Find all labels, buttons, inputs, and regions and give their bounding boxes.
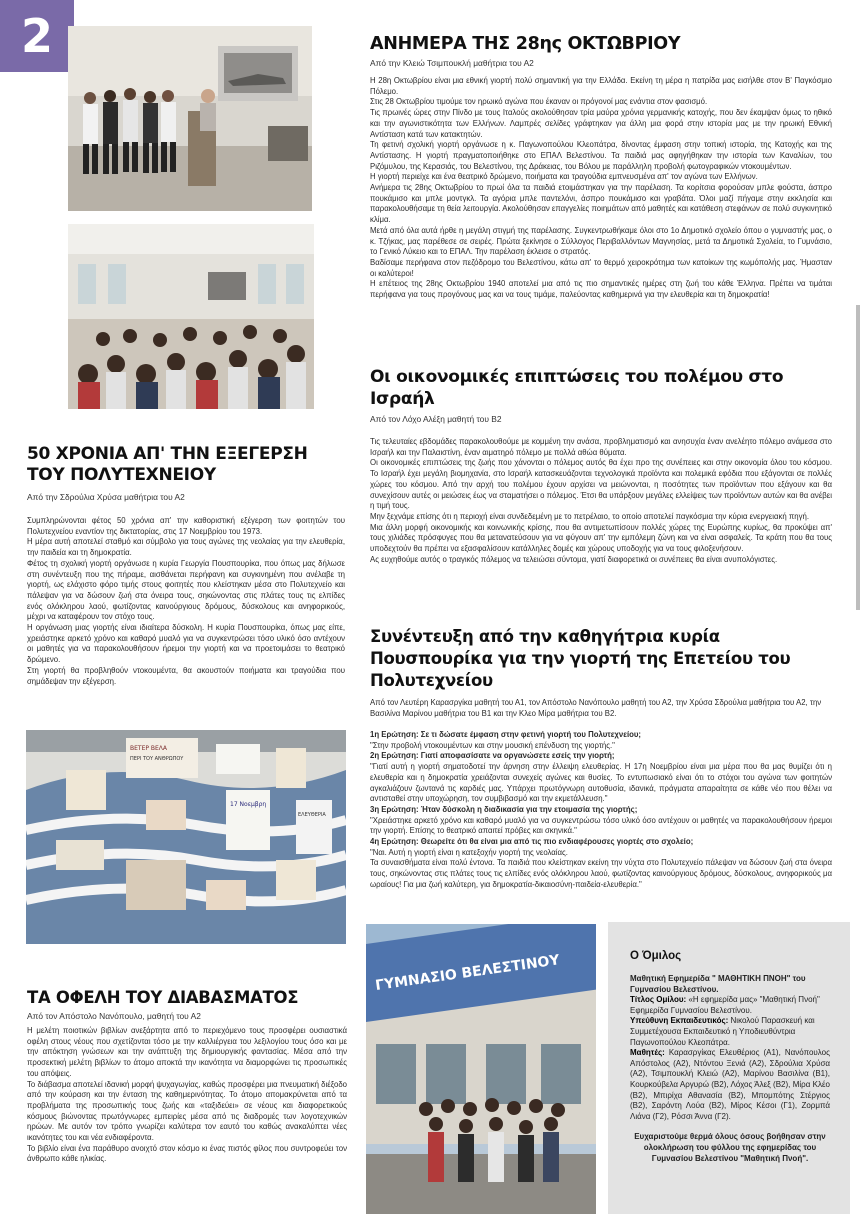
- paragraph: Μετά από όλα αυτά ήρθε η μεγάλη στιγμή της παρέλασης. Συγκεντρωθήκαμε όλοι στο 1ο Δημοτικό σχολείο όπου ο γυμναστής μας, ο κ. Τζήκας, μας παρέθεσε σε σειρές. Πρώτα ξεκίνησε ο Σύλλογος Περιβαλλόντων Μαγνησίας, μετά τα Δημοτικά Σχολεία, το Γυμνάσιο, το Γενικό Λύκειο και το ΕΠΑΛ. Την παρέλαση έκλεισε ο στρατός.: [370, 225, 832, 257]
- omilos-line: [630, 995, 830, 1016]
- title-line: Πολυτεχνείου: [370, 671, 493, 690]
- paragraph: Η 28η Οκτωβρίου είναι μια εθνική γιορτή πολύ σημαντική για την Ελλάδα. Εκείνη τη μέρα η πατρίδα μας εισήλθε στον Β' Παγκόσμιο Πόλεμο.: [370, 76, 832, 96]
- omilos-line-text: Καρασργίκας Ελευθέριος (Α1), Νανόπουλος Απόστολος (Α2), Ντόντου Ξενιά (Α2), Σδρούλια Χρύσα (Α2), Τσιμπουκλή Κλειώ (Α2), Μαρίνου Βασιλίνα (Β1), Κουρκούβελα Αργυρώ (Β2), Λόχος Άλεξ (Β2), Μίρα Κλέο (Β2), Μπιρίχα Αθανασία (Β2), Μπομπότης Στέργιος (Β2), Σαρόντη Λούα (Β2), Μίρος Κέσοι (Γ1), Ζορμπά Λιάνα (Γ2), Ρόσσι Άννα (Γ2).: [630, 1048, 830, 1121]
- omilos-line: [630, 1016, 830, 1048]
- answer: "Χρειάστηκε αρκετό χρόνο και καθαρό μυαλό για να συγκεντρώσω τόσο υλικό όσο αντέχουν οι μαθητές να παρακολουθήσουν ήρεμοι την γιορτή. Επίσης το θεατρικό απαιτεί πρόβες και σκηνικά.": [370, 815, 832, 836]
- paragraph: Στις 28 Οκτωβρίου τιμούμε τον ηρωικό αγώνα που έκαναν οι πρόγονοί μας ενάντια στον φασισμό.: [370, 97, 708, 107]
- scrollbar[interactable]: [856, 305, 860, 610]
- board-label: ΕΛΕΥΘΕΡΙΑ: [298, 812, 326, 818]
- article-poly-body: [27, 516, 345, 687]
- article-oxi-title: ΑΝΗΜΕΡΑ ΤΗΣ 28ης ΟΚΤΩΒΡΙΟΥ: [370, 34, 681, 54]
- answer: "Γιατί αυτή η γιορτή σηματοδοτεί την άρνηση στην έλλειψη ελευθερίας. Η 17η Νοεμβρίου είναι μια μέρα που θα μας θυμίζει ότι η ελευθερία και η δημοκρατία χρειάζονται συνεχείς αγώνες και θυσίες. Το εντυπωσιακό είναι ότι το στόχοι του αγώνα των φοιτητών αγκαλιάζουν ζωντανά τις καρδιές μας. Υπάρχει πρωτόγνωρη αυτοθυσία, ιδανικά, πράγματα απαραίτητα σε κάθε νέο που θέλει να αντισταθεί στην υποχώρηση, τον συμβιβασμό και την εκμετάλλευση.": [370, 762, 832, 804]
- article-israel-title: Οι οικονομικές επιπτώσεις του πολέμου στο Ισραήλ: [370, 367, 784, 409]
- paragraph: Η επέτειος της 28ης Οκτωβρίου 1940 αποτελεί μια από τις πιο σημαντικές ημέρες στη ζωή του κάθε Έλληνα. Πρέπει να τιμάται περήφανα για τους προγόνους μας και να τους τιμάμε, παλεύοντας καθημερινά για την ελευθερία και τη δημοκρατία!: [370, 279, 832, 300]
- photo-event-stage: [68, 26, 312, 211]
- school-sign: ΓΥΜΝΑΣΙΟ ΒΕΛΕΣΤΙΝΟΥ: [374, 952, 561, 994]
- omilos-line-text: Νικολού Παρασκευή και Συμμετέχουσα Εκπαιδευτικό η Υποδιευθύντρια Παγωνοπούλου Κλεοπάτρα.: [630, 1016, 815, 1047]
- paragraph: Η γιορτή περιείχε και ένα θεατρικό δρώμενο, ποιήματα και τραγούδια εμπνευσμένα απ' τον αγώνα των Ελλήνων.: [370, 172, 758, 182]
- photo-school-group-image: [366, 924, 596, 1214]
- article-oxi-body: [370, 76, 832, 301]
- title-line: Πουσπουρίκα για την γιορτή της Επετείου του: [370, 649, 791, 668]
- article-oxi-byline: Από την Κλειώ Τσιμπουκλή μαθήτρια του Α2: [370, 58, 534, 68]
- question: 4η Ερώτηση: Θεωρείτε ότι θα είναι μια από τις πιο ενδιαφέρουσες γιορτές στο σχολείο;: [370, 837, 694, 847]
- paragraph: Φέτος τη σχολική γιορτή οργάνωσε η κυρία Γεωργία Πουσπουρίκα, που όπως μας δήλωσε στη συνέντευξη που της πήραμε, αισθάνεται περήφανη και συγκινημένη που ανέλαβε τη γιορτή, ως ελάχιστο φόρο τιμής στους φοιτητές που κλείστηκαν μέσα στο Πολυτεχνείο και πάλεψαν για να δώσουν ζωή στα όνειρα τους, σηκώνοντας στις πλάτες τους τις ελπίδες ενός ολόκληρου λαού, φωτίζοντας καινούργιους δρόμους, δύσκολους και ανηφορικούς, μέχρι να καταφέρουν τον στόχο τους.: [27, 558, 345, 622]
- omilos-line-label: Υπεύθυνη Εκπαιδευτικός:: [630, 1016, 729, 1026]
- paragraph: Συμπληρώνονται φέτος 50 χρόνια απ' την καθοριστική εξέγερση των φοιτητών του Πολυτεχνείου εναντίον της δικτατορίας, στις 17 Νοεμβρίου του 1973.: [27, 516, 345, 536]
- question: 2η Ερώτηση: Γιατί αποφασίσατε να οργανώσετε εσείς την γιορτή;: [370, 751, 615, 761]
- omilos-thanks: Ευχαριστούμε θερμά όλους όσους βοήθησαν στην ολοκλήρωση του φύλλου της εφημερίδας του Γυμνασίου Βελεστίνου "Μαθητική Πνοή".: [634, 1132, 826, 1163]
- article-interview-body: [370, 730, 832, 891]
- paragraph: Ας ευχηθούμε αυτός ο τραγικός πόλεμος να τελειώσει σύντομα, γιατί διαφορετικά οι συνέπειες θα είναι ανυπολόγιστες.: [370, 554, 778, 564]
- title-line: ΤΟΥ ΠΟΛΥΤΕΧΝΕΙΟΥ: [27, 465, 216, 485]
- article-interview-title: [370, 626, 830, 692]
- question: 3η Ερώτηση: Ήταν δύσκολη η διαδικασία για την ετοιμασία της γιορτής;: [370, 804, 638, 814]
- omilos-line: [630, 1048, 830, 1122]
- photo-event-stage-image: [68, 26, 312, 211]
- paragraph: Τη φετινή σχολική γιορτή οργάνωσε η κ. Παγωνοπούλου Κλεοπάτρα, δίνοντας έμφαση στην τοπική ιστορία, της Κατοχής και της Αντίστασης. Η γιορτή πραγματοποιήθηκε στο ΕΠΑΛ Βελεστίνου. Τα παιδιά μας αφηγήθηκαν την ιστορία των Καναλίων, του Ριζόμυλου, της Κερασιάς, του Βελεστίνου, της Δράκειας, του Βόλου με παράλληλη προβολή φωτογραφικών ντοκουμέντων.: [370, 140, 832, 171]
- paragraph: Ανήμερα τις 28ης Οκτωβρίου το πρωί όλα τα παιδιά ετοιμάστηκαν για την παρέλαση. Τα κορίτσια φορούσαν μπλε φούστα, άσπρο πουκάμισο και μπλε μοντγκλ. Τα αγόρια μπλε παντελόνι, άσπρο πουκάμισο και γραβάτα. Όλοι μαζί πήγαμε στην εκκλησία και παρακολουθήσαμε τη θεία λειτουργία. Ακολούθησαν επαγγελίες ποιημάτων από μαθητές και κατάθεση στεφάνων σε πολύ συγκινητικό κλίμα.: [370, 183, 832, 225]
- photo-audience: [68, 224, 314, 409]
- paragraph: Βαδίσαμε περήφανα στον πεζόδρομο του Βελεστίνου, κάτω απ' το θερμό χειροκρότημα των κατοίκων της κωμόπολής μας. Ήμασταν οι καλύτεροι!: [370, 257, 832, 278]
- paragraph: Η οργάνωση μιας γιορτής είναι ιδιαίτερα δύσκολη. Η κυρία Πουσπουρίκα, όπως μας είπε, χρειάστηκε αρκετό χρόνο και καθαρό μυαλό για να συγκεντρώσει τόσο υλικό όσο αντέχουν οι μαθητές για να παρακολουθήσουν ήρεμοι την γιορτή και να προετοιμάσει το θεατρικό δρώμενο.: [27, 623, 345, 665]
- article-poly-title: [27, 444, 347, 486]
- omilos-line-text: «Η εφημερίδα μας» "Μαθητική Πνοή" Εφημερίδα Γυμνασίου Βελεστίνου.: [630, 995, 820, 1015]
- title-line: 50 ΧΡΟΝΙΑ ΑΠ' ΤΗΝ ΕΞΕΓΕΡΣΗ: [27, 444, 308, 464]
- board-label: ΒΕΤΕΡ ΒΕΛΑ: [130, 745, 168, 752]
- paragraph: Μην ξεχνάμε επίσης ότι η περιοχή είναι συνδεδεμένη με το πετρέλαιο, το οποίο αποτελεί παγκόσμια την κύρια ενεργειακή πηγή.: [370, 511, 810, 521]
- paragraph: Τις πρωινές ώρες στην Πίνδο με τους Ιταλούς ακολούθησαν τρία μαύρα χρόνια γερμανικής κατοχής, που δεν έκαμψαν όμως το ηθικό και την αγωνιστικότητα των Ελλήνων. Λαμπρές σελίδες γράφτηκαν για άλλη μια φορά στην ιστορία μας με την ηρωική Εθνική Αντίσταση κατά των κατακτητών.: [370, 108, 832, 139]
- omilos-box: [608, 922, 850, 1214]
- board-label: ΠΕΡΙ ΤΟΥ ΑΝΘΡΩΠΟΥ: [130, 756, 184, 762]
- photo-board: [26, 730, 346, 944]
- article-reading-title: ΤΑ ΟΦΕΛΗ ΤΟΥ ΔΙΑΒΑΣΜΑΤΟΣ: [27, 988, 299, 1007]
- paragraph: Το διάβασμα αποτελεί ιδανική μορφή ψυχαγωγίας, καθώς προσφέρει μια πνευματική διέξοδο από την κούραση και την ένταση της καθημερινότητας. Το άτομο απομακρύνεται από τα προβλήματα της προσωπικής τους ζωής και «ταξιδεύει» σε νέους και διαφορετικούς κόσμους βιώνοντας πρωτόγνωρες εμπειρίες μέσα από τις διαδρομές των λογοτεχνικών ηρώων. Με αυτόν τον τρόπο γνωρίζει καλύτερα τον εαυτό του καθώς ανακαλύπτει νέες ικανότητες του και νέα ενδιαφέροντα.: [27, 1079, 347, 1143]
- paragraph: Η μελέτη ποιοτικών βιβλίων ανεξάρτητα από το περιεχόμενο τους προσφέρει ουσιαστικά οφέλη στους νέους που σχετίζονται τόσο με την καλλιέργεια του λεξιλογίου τους όσο και με την απόκτηση γνώσεων και την ανάπτυξη της δημιουργικής φαντασίας. Μέσα από την προσεκτική μελέτη βιβλίων το άτομο αποκτά την ικανότητα να διαμορφώνει τις προσωπικές του απόψεις.: [27, 1026, 347, 1078]
- page-number: 2: [0, 0, 74, 72]
- article-reading-byline: Από τον Απόστολο Νανόπουλο, μαθητή του Α2: [27, 1011, 201, 1021]
- photo-school-group: [366, 924, 596, 1214]
- article-israel-body: [370, 437, 832, 565]
- omilos-line-label: Μαθητές:: [630, 1048, 665, 1058]
- omilos-line-label: Τίτλος Ομίλου:: [630, 995, 687, 1005]
- omilos-intro: Μαθητική Εφημερίδα " ΜΑΘΗΤΙΚΗ ΠΝΟΗ" του Γυμνασίου Βελεστίνου.: [630, 974, 806, 994]
- article-reading-body: [27, 1026, 347, 1165]
- photo-audience-image: [68, 224, 314, 409]
- photo-board-image: [26, 730, 346, 944]
- paragraph: Το βιβλίο είναι ένα παράθυρο ανοιχτό στον κόσμο κι ένας πιστός φίλος που συντροφεύει τον άνθρωπο κάθε ηλικίας.: [27, 1143, 347, 1164]
- article-poly-byline: Από την Σδρούλια Χρύσα μαθήτρια του Α2: [27, 492, 185, 502]
- board-label: 17 Νοεμβρη: [230, 801, 267, 808]
- paragraph: Τις τελευταίες εβδομάδες παρακολουθούμε με κομμένη την ανάσα, προβληματισμό και ανησυχία έναν ανελέητο πόλεμο ανάμεσα στο Ισραήλ και την Παλαιστίνη, έναν αιματηρό πόλεμο με πολλά αθώα θύματα.: [370, 437, 832, 457]
- paragraph: Η μέρα αυτή αποτελεί σταθμό και σύμβολο για τους αγώνες της νεολαίας για την ελευθερία, την παιδεία και τη δημοκρατία.: [27, 537, 345, 558]
- article-interview-byline-block: [370, 698, 832, 719]
- answer: "Ναι. Αυτή η γιορτή είναι η κατεξοχήν γιορτή της νεολαίας.: [370, 847, 568, 857]
- title-line: Συνέντευξη από την καθηγήτρια κυρία: [370, 627, 720, 646]
- omilos-title: Ο Όμιλος: [630, 950, 682, 962]
- paragraph: Μια άλλη μορφή οικονομικής και κοινωνικής κρίσης, που θα αντιμετωπίσουν πολλές χώρες της Ευρώπης κυρίως, θα προκύψει απ' τους χιλιάδες πρόσφυγες που θα μετανατεύσουν για να φύγουν απ' την εμπόλεμη ζώνη και να είναι ασφαλείς. Τα κράτη που θα τους υποδεχτούν θα πρέπει να εξασφαλίσουν κατάλληλες δομές και χώρους υποδοχής για να τους φιλοξενήσουν.: [370, 522, 832, 554]
- paragraph: Οι οικονομικές επιπτώσεις της ζωής που χάνονται ο πόλεμος αυτός θα έχει προ της συνέπειες και στην οικονομία όλου του κόσμου. Το Ισραήλ έχει μεγάλη βιομηχανία, στο Ισραήλ κατασκευάζονται τεχνολογικά προϊόντα και πολεμικά εφόδια που εξάγονται σε πολλές χώρες του κόσμου. Από την αρχή του πολέμου έχουν αρχίσει να μειώνονται, η ποσότητες των προϊόντων που εξάγουν και θα συνεχίσουν αυτές οι μειώσεις έως να σταματήσει ο πόλεμος. Έτσι θα υπάρξουν μεγάλες ελλείψεις των προϊόντων αυτών και θα ανέβει η τιμή τους.: [370, 458, 832, 511]
- article-interview-byline: Από τον Λευτέρη Καρασργίκα μαθητή του Α1, τον Απόστολο Νανόπουλο μαθητή του Α2, την Χρύσα Σδρούλια μαθήτρια του Α2, την Βασιλίνα Μαρίνου μαθήτρια του Β1 και την Κλεο Μίρα μαθήτρια του Β2.: [370, 698, 822, 718]
- question: 1η Ερώτηση: Σε τι δώσατε έμφαση στην φετινή γιορτή του Πολυτεχνείου;: [370, 730, 642, 739]
- answer: "Στην προβολή ντοκουμέντων και στην μουσική επένδυση της γιορτής.": [370, 740, 615, 750]
- article-israel-byline: Από τον Λόχο Αλέξη μαθητή του Β2: [370, 414, 502, 424]
- answer: Τα συναισθήματα είναι πολύ έντονα. Τα παιδιά που κλείστηκαν εκείνη την νύχτα στο Πολυτεχνείο πάλεψαν να δώσουν ζωή στα όνειρα τους, σηκώνοντας στις πλάτες τους τις ελπίδες ενός ολόκληρου λαού, φωτίζοντας καινούργιους δρόμους, δύσκολους, ανηφορικούς μα ωραίους! Για μια ζωή καλύτερη, για δημοκρατία-δικαιοσύνη-παιδεία-ελευθερία.": [370, 858, 832, 889]
- paragraph: Στη γιορτή θα προβληθούν ντοκουμέντα, θα ακουστούν ποιήματα και τραγούδια που σημάδεψαν την εξέγερση.: [27, 665, 345, 686]
